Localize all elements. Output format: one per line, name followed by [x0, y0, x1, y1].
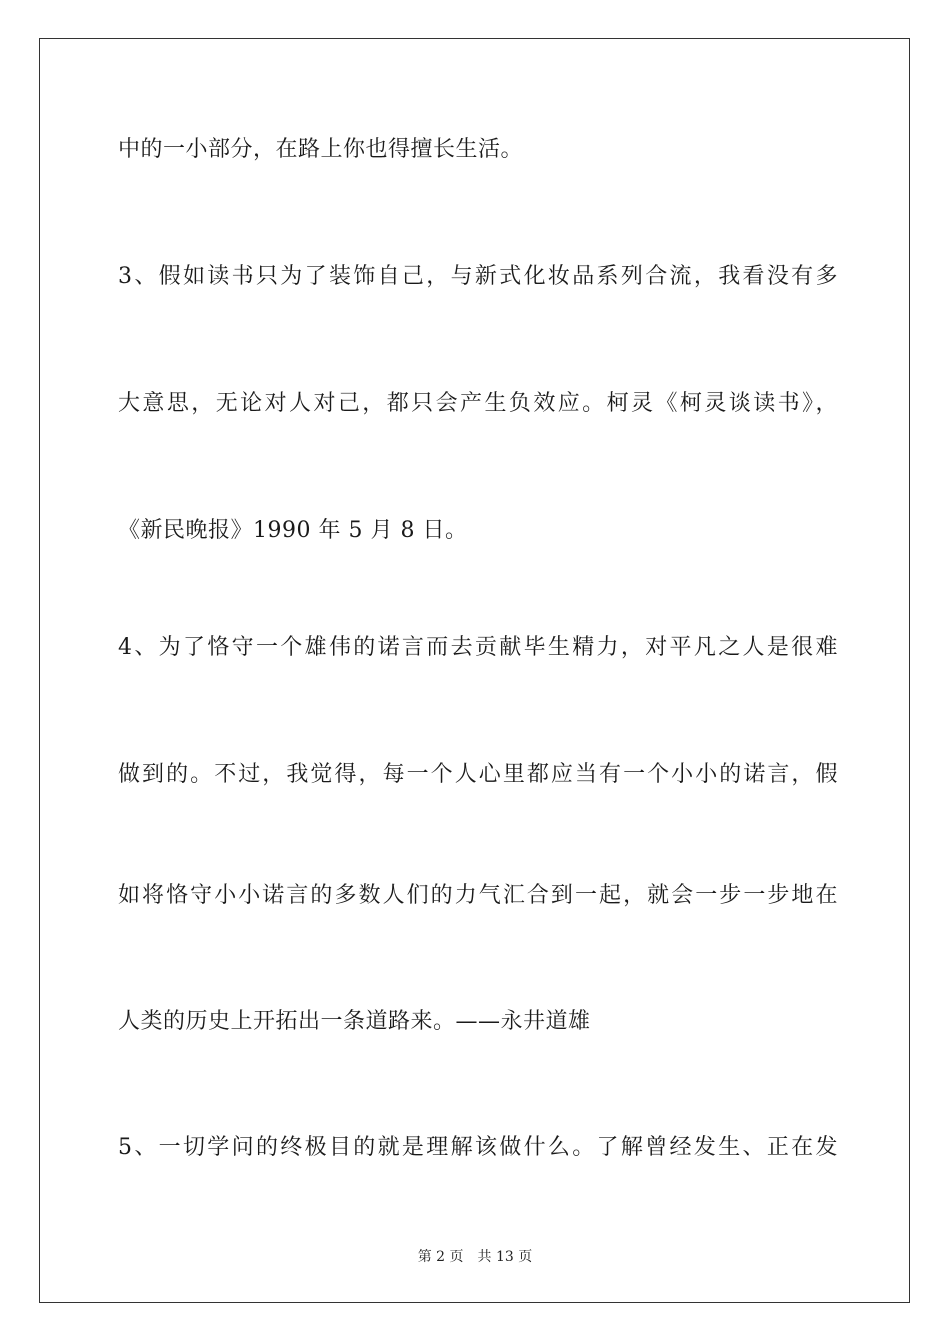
page-footer [0, 1248, 950, 1266]
body-line-5: 4、为了恪守一个雄伟的诺言而去贡献毕生精力，对平凡之人是很难 [118, 635, 838, 660]
page-total: 共 13 页 [477, 1249, 533, 1265]
page-border [39, 38, 910, 1303]
body-line-1: 中的一小部分，在路上你也得擅长生活。 [118, 137, 524, 162]
body-line-9: 5、一切学问的终极目的就是理解该做什么。了解曾经发生、正在发 [118, 1135, 838, 1160]
body-line-8: 人类的历史上开拓出一条道路来。——永井道雄 [118, 1009, 591, 1034]
page-number: 第 2 页 [417, 1249, 464, 1265]
body-line-3: 大意思，无论对人对己，都只会产生负效应。柯灵《柯灵谈读书》， [118, 391, 838, 416]
body-line-7: 如将恪守小小诺言的多数人们的力气汇合到一起，就会一步一步地在 [118, 883, 838, 908]
body-line-2: 3、假如读书只为了装饰自己，与新式化妆品系列合流，我看没有多 [118, 264, 838, 289]
body-line-4: 《新民晚报》1990 年 5 月 8 日。 [118, 518, 468, 543]
body-line-6: 做到的。不过，我觉得，每一个人心里都应当有一个小小的诺言，假 [118, 762, 838, 787]
